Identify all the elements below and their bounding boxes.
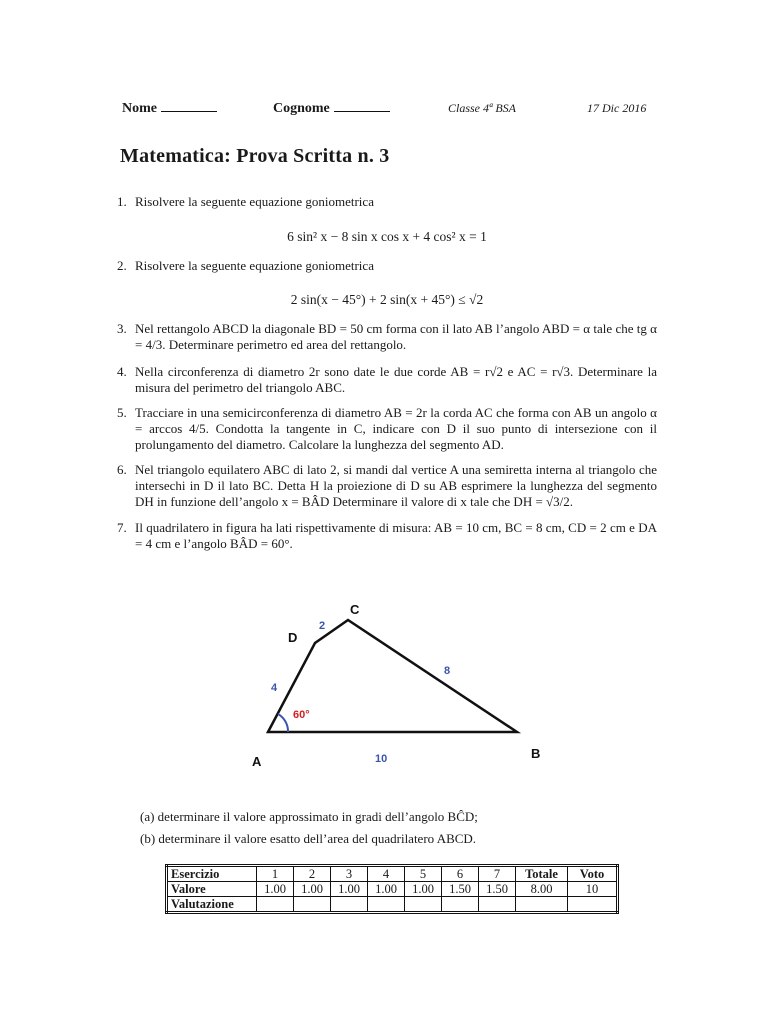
cognome-field — [273, 101, 390, 117]
nome-label: Nome — [122, 101, 157, 116]
table-cell-empty[interactable] — [479, 897, 516, 913]
table-cell-empty[interactable] — [568, 897, 618, 913]
vertex-b-label: B — [531, 746, 541, 761]
table-cell: Esercizio — [167, 866, 257, 882]
table-cell-empty[interactable] — [405, 897, 442, 913]
table-cell: 1.50 — [479, 882, 516, 897]
problem-4-text: Nella circonferenza di diametro 2r sono date le due corde AB = r√2 e AC = r√3. Determinare la misura del perimetro del triangolo ABC. — [135, 364, 657, 395]
table-cell: Valutazione — [167, 897, 257, 913]
date-label: 17 Dic 2016 — [587, 101, 647, 115]
problem-3: 3. Nel rettangolo ABCD la diagonale BD = 50 cm forma con il lato AB l’angolo ABD = α tale che tg α = 4/3. Determinare perimetro ed area del rettangolo. — [117, 321, 657, 352]
problem-5-text: Tracciare in una semicirconferenza di diametro AB = 2r la corda AC che forma con AB un angolo α = arccos 4/5. Condotta la tangente in C, indicare con D il suo punto di intersezione con il prolungamento del diametro. Calcolare la lunghezza del segmento AD. — [135, 405, 657, 452]
table-cell: 1.00 — [405, 882, 442, 897]
table-cell-empty[interactable] — [257, 897, 294, 913]
angle-label: 60° — [293, 709, 310, 721]
cognome-blank — [334, 101, 390, 112]
nome-blank — [161, 101, 217, 112]
table-cell: 10 — [568, 882, 618, 897]
quadrilateral-figure — [240, 590, 560, 780]
table-cell: 4 — [368, 866, 405, 882]
table-cell: Valore — [167, 882, 257, 897]
table-cell: 1.00 — [257, 882, 294, 897]
problem-2: 2. Risolvere la seguente equazione goniometrica — [117, 258, 657, 274]
side-ab-label: 10 — [375, 753, 388, 765]
subquestion-b: (b) determinare il valore esatto dell’area del quadrilatero ABCD. — [140, 831, 477, 846]
table-cell: 1 — [257, 866, 294, 882]
problem-1: 1. Risolvere la seguente equazione goniometrica — [117, 194, 657, 210]
table-cell-empty[interactable] — [442, 897, 479, 913]
classe-label: Classe 4ª BSA — [448, 101, 516, 115]
table-cell: 1.50 — [442, 882, 479, 897]
table-cell-empty[interactable] — [331, 897, 368, 913]
problem-6: 6. Nel triangolo equilatero ABC di lato 2, si mandi dal vertice A una semiretta interna al triangolo che intersechi in D il lato BC. Detta H la proiezione di D su AB esprimere la lunghezza del segmento DH in funzione dell’angolo x = BÂD Determinare il valore di x tale che DH = √3/2. — [117, 462, 657, 509]
problem-6-text: Nel triangolo equilatero ABC di lato 2, si mandi dal vertice A una semiretta interna al triangolo che intersechi in D il lato BC. Detta H la proiezione di D su AB esprimere la lunghezza del segmento DH in funzione dell’angolo x = BÂD Determinare il valore di x tale che DH = √3/2. — [135, 462, 657, 509]
vertex-d-label: D — [288, 630, 298, 645]
vertex-c-label: C — [350, 602, 360, 617]
table-cell: 3 — [331, 866, 368, 882]
table-cell-empty[interactable] — [294, 897, 331, 913]
table-cell: 6 — [442, 866, 479, 882]
grade-table — [165, 864, 619, 914]
table-cell-empty[interactable] — [368, 897, 405, 913]
equation-2: 2 sin(x − 45°) + 2 sin(x + 45°) ≤ √2 — [290, 292, 484, 307]
problem-5: 5. Tracciare in una semicirconferenza di diametro AB = 2r la corda AC che forma con AB un angolo α = arccos 4/5. Condotta la tangente in C, indicare con D il suo punto di intersezione con il prolungamento del diametro. Calcolare la lunghezza del segmento AD. — [117, 405, 657, 452]
table-row-values — [167, 882, 618, 897]
side-bc-label: 8 — [444, 665, 451, 677]
problem-7-text: Il quadrilatero in figura ha lati rispettivamente di misura: AB = 10 cm, BC = 8 cm, CD = 2 cm e DA = 4 cm e l’angolo BÂD = 60°. — [135, 520, 657, 551]
problem-3-text: Nel rettangolo ABCD la diagonale BD = 50 cm forma con il lato AB l’angolo ABD = α tale che tg α = 4/3. Determinare perimetro ed area del rettangolo. — [135, 321, 657, 352]
angle-arc — [278, 714, 288, 732]
problem-4: 4. Nella circonferenza di diametro 2r sono date le due corde AB = r√2 e AC = r√3. Determinare la misura del perimetro del triangolo ABC. — [117, 364, 657, 395]
table-cell: 7 — [479, 866, 516, 882]
problem-1-text: Risolvere la seguente equazione goniometrica — [135, 194, 374, 209]
table-cell: 1.00 — [331, 882, 368, 897]
table-cell: 2 — [294, 866, 331, 882]
page-title: Matematica: Prova Scritta n. 3 — [120, 145, 390, 167]
nome-field — [122, 101, 217, 117]
table-cell-empty[interactable] — [516, 897, 568, 913]
subquestion-a: (a) determinare il valore approssimato in gradi dell’angolo BĈD; — [140, 809, 478, 824]
problem-2-text: Risolvere la seguente equazione goniometrica — [135, 258, 374, 273]
cognome-label: Cognome — [273, 101, 330, 116]
table-cell: 1.00 — [368, 882, 405, 897]
table-cell: 1.00 — [294, 882, 331, 897]
table-cell: Voto — [568, 866, 618, 882]
side-da-label: 4 — [271, 682, 278, 694]
side-cd-label: 2 — [319, 620, 326, 632]
table-cell: 8.00 — [516, 882, 568, 897]
table-cell: 5 — [405, 866, 442, 882]
table-cell: Totale — [516, 866, 568, 882]
problem-7: 7. Il quadrilatero in figura ha lati rispettivamente di misura: AB = 10 cm, BC = 8 cm, CD = 2 cm e DA = 4 cm e l’angolo BÂD = 60°. — [117, 520, 657, 551]
equation-1: 6 sin² x − 8 sin x cos x + 4 cos² x = 1 — [287, 229, 487, 244]
table-row-evaluation — [167, 897, 618, 913]
vertex-a-label: A — [252, 754, 262, 769]
table-row-header — [167, 866, 618, 882]
